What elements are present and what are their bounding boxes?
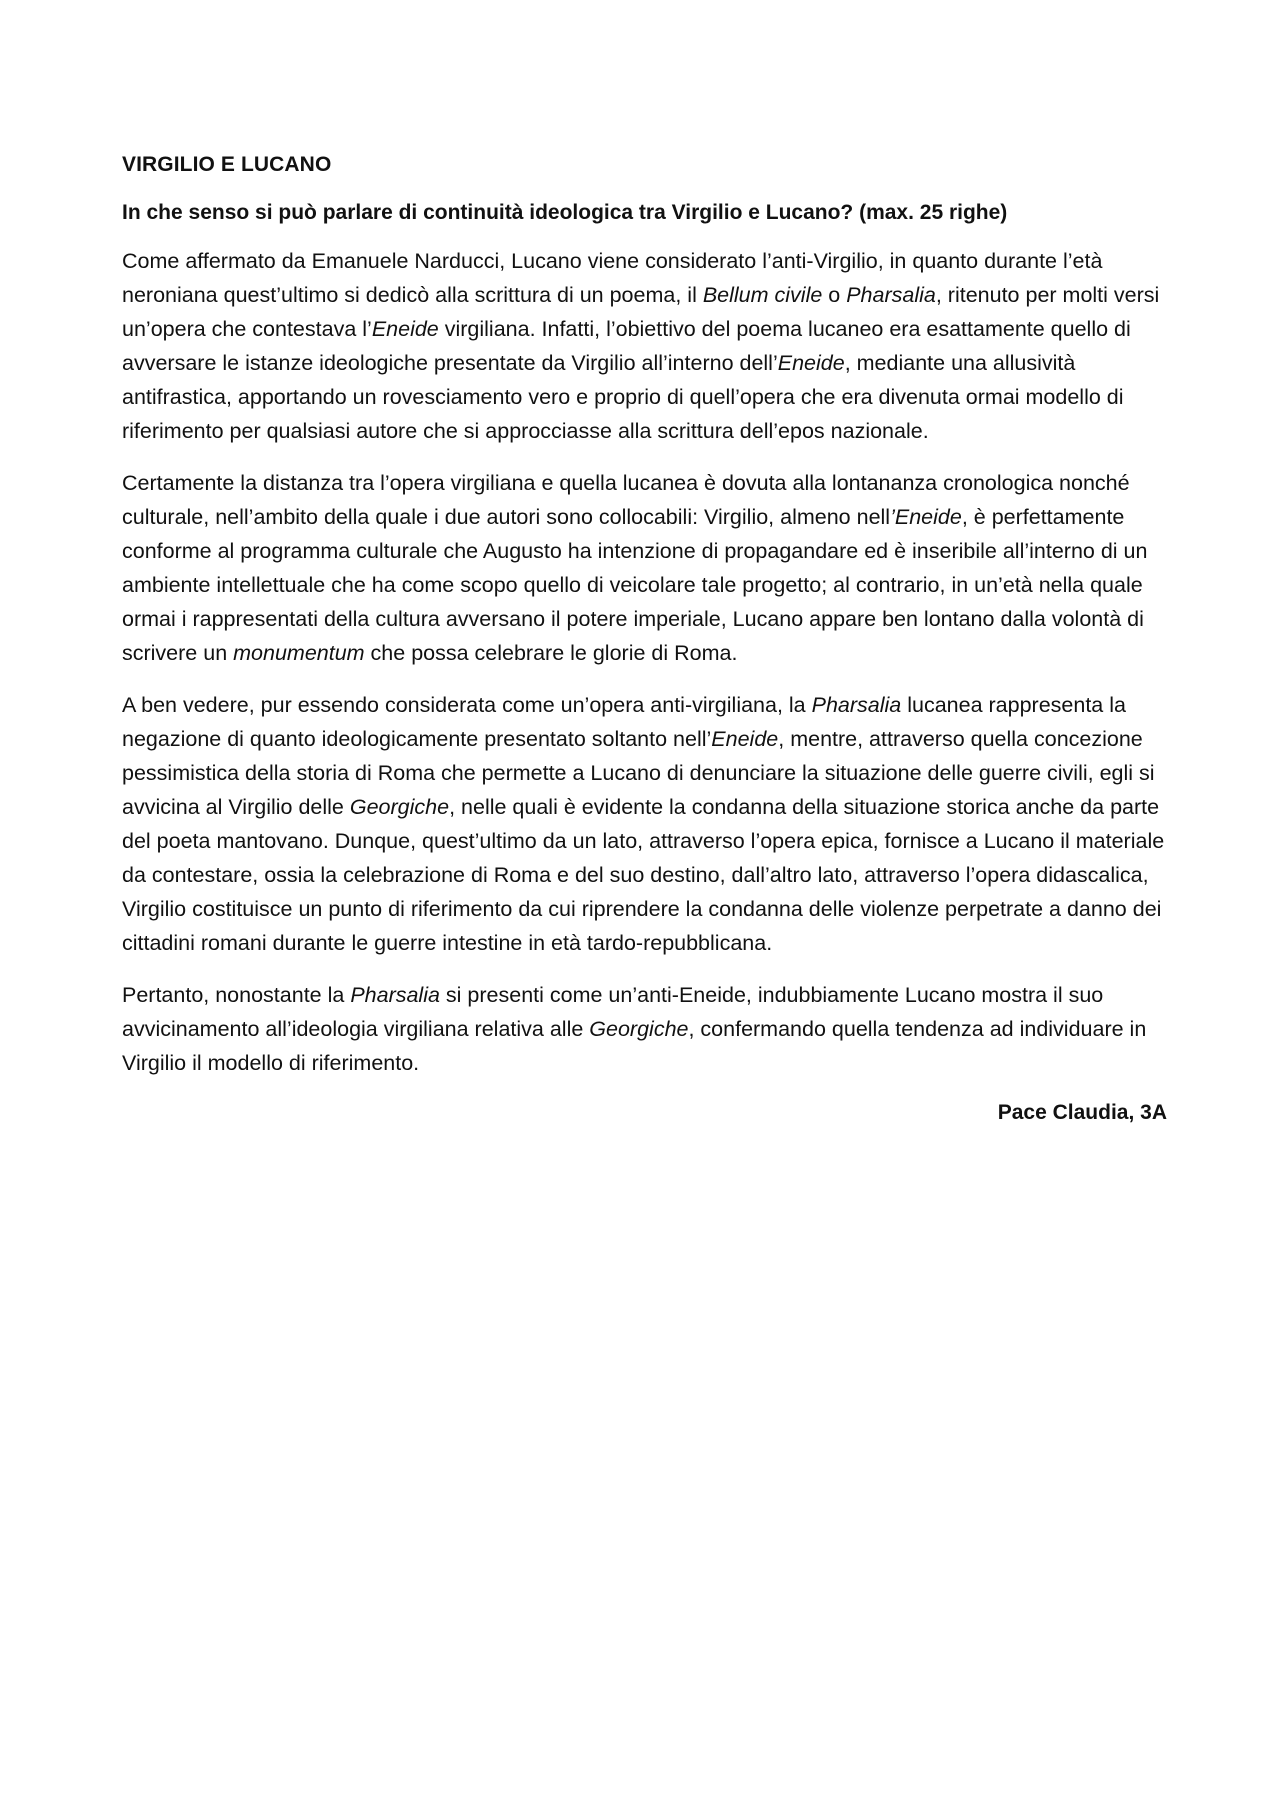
italic-title-text: Georgiche xyxy=(589,1017,689,1041)
italic-title-text: Bellum civile xyxy=(702,283,823,307)
essay-question: In che senso si può parlare di continuità ideologica tra Virgilio e Lucano? (max. 25 righe) xyxy=(122,201,1008,224)
paragraph-text: , confermando quella tendenza ad individuare in Virgilio il modello di riferimento. xyxy=(122,1017,1147,1075)
italic-title-text: Georgiche xyxy=(349,795,450,819)
paragraph-text: o xyxy=(822,283,847,307)
paragraph-text: , mediante una allusività antifrastica, apportando un rovesciamento vero e proprio di quell’opera che era divenuta ormai modello di riferimento per qualsiasi autore che si approcciasse alla scrittura dell’epos nazionale. xyxy=(122,351,1124,443)
paragraph-1 xyxy=(122,244,1167,448)
italic-title-text: Pharsalia xyxy=(350,983,440,1007)
paragraph-text: A ben vedere, pur essendo considerata come un’opera anti-virgiliana, la xyxy=(122,693,812,717)
paragraph-text: si presenti come un’anti-Eneide, indubbiamente Lucano mostra il suo avvicinamento all’ideologia virgiliana relativa alle xyxy=(122,983,1104,1041)
paragraph-2 xyxy=(122,466,1167,670)
paragraph-4 xyxy=(122,978,1167,1080)
italic-title-text: Eneide xyxy=(371,317,439,341)
italic-title-text: monumentum xyxy=(233,641,365,665)
paragraph-text: , mentre, attraverso quella concezione pessimistica della storia di Roma che permette a Lucano di denunciare la situazione delle guerre civili, egli si avvicina al Virgilio delle xyxy=(122,727,1155,819)
paragraph-text: Pertanto, nonostante la xyxy=(122,983,351,1007)
paragraph-text: lucanea rappresenta la negazione di quanto ideologicamente presentato soltanto nell’ xyxy=(122,693,1126,751)
italic-title-text: ’Eneide xyxy=(890,505,962,529)
italic-title-text: Pharsalia xyxy=(846,283,936,307)
paragraph-text: virgiliana. Infatti, l’obiettivo del poema lucaneo era esattamente quello di avversare le istanze ideologiche presentate da Virgilio all’interno dell’ xyxy=(122,317,1131,375)
paragraph-text: Come affermato da Emanuele Narducci, Lucano viene considerato l’anti-Virgilio, in quanto durante l’età neroniana quest’ultimo si dedicò alla scrittura di un poema, il xyxy=(122,249,1103,307)
paragraph-text: che possa celebrare le glorie di Roma. xyxy=(364,641,738,665)
paragraph-text: , nelle quali è evidente la condanna della situazione storica anche da parte del poeta mantovano. Dunque, quest’ultimo da un lato, attraverso l’opera epica, fornisce a Lucano il materiale da contestare, ossia la celebrazione di Roma e del suo destino, dall’altro lato, attraverso l’opera didascalica, Virgilio costituisce un punto di riferimento da cui riprendere la condanna delle violenze perpetrate a danno dei cittadini romani durante le guerre intestine in età tardo-repubblicana. xyxy=(122,795,1165,955)
paragraph-text: Certamente la distanza tra l’opera virgiliana e quella lucanea è dovuta alla lontananza cronologica nonché culturale, nell’ambito della quale i due autori sono collocabili: Virgilio, almeno nell xyxy=(122,471,1130,529)
italic-title-text: Pharsalia xyxy=(811,693,902,717)
author-signature: Pace Claudia, 3A xyxy=(997,1101,1167,1124)
paragraph-text: , ritenuto per molti versi un’opera che contestava l’ xyxy=(122,283,1160,341)
paragraph-text: , è perfettamente conforme al programma culturale che Augusto ha intenzione di propagandare ed è inseribile all’interno di un ambiente intellettuale che ha come scopo quello di veicolare tale progetto; al contrario, in un’età nella quale ormai i rappresentati della cultura avversano il potere imperiale, Lucano appare ben lontano dalla volontà di scrivere un xyxy=(122,505,1148,665)
document-title: VIRGILIO E LUCANO xyxy=(122,153,332,176)
italic-title-text: Eneide xyxy=(777,351,845,375)
paragraph-3 xyxy=(122,688,1167,960)
italic-title-text: Eneide xyxy=(711,727,779,751)
document-page xyxy=(122,150,1167,1128)
